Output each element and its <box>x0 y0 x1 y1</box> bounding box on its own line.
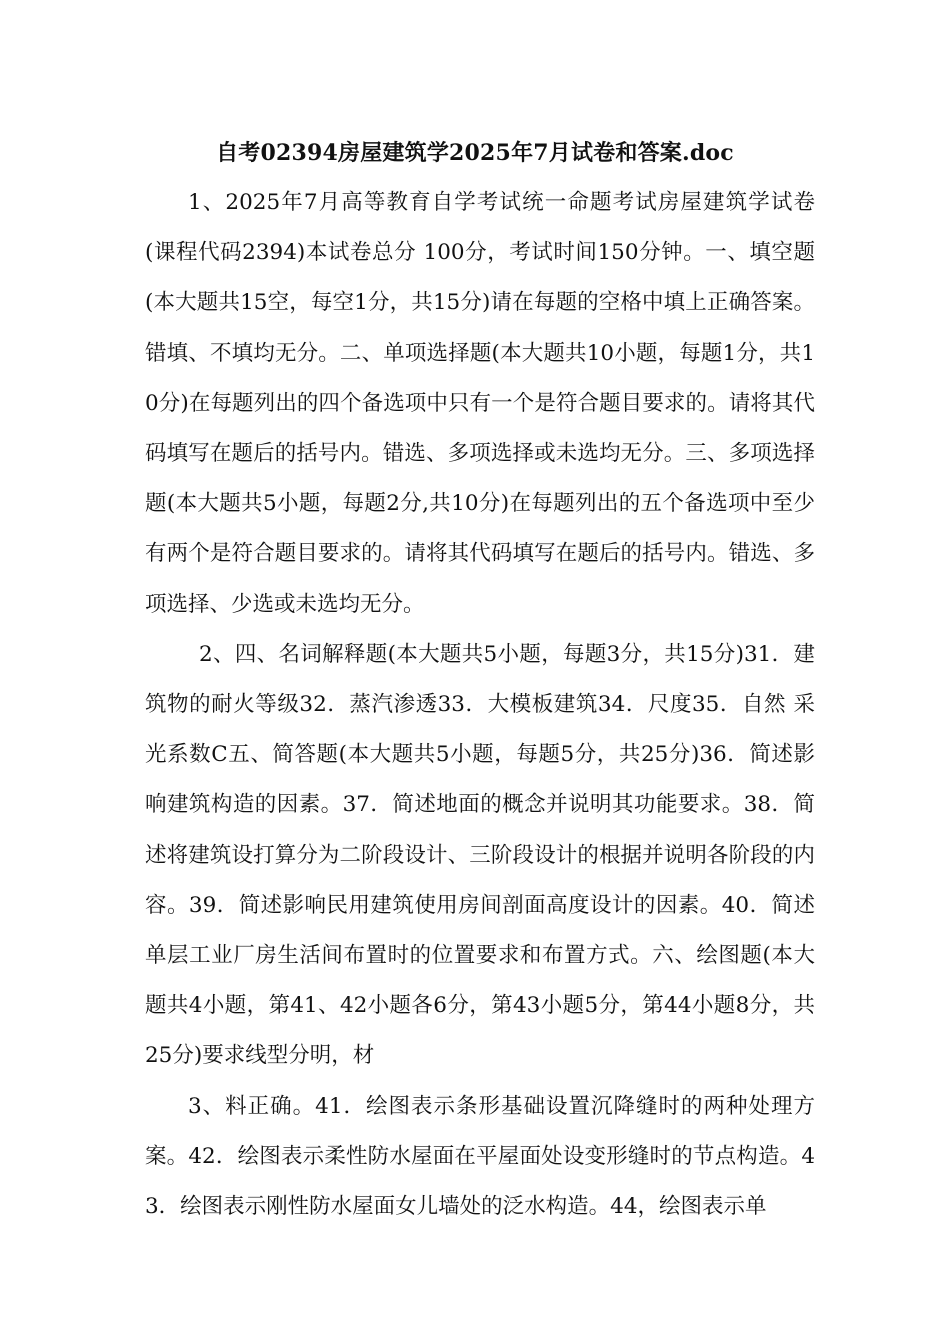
paragraph-3: 3、料正确。41．绘图表示条形基础设置沉降缝时的两种处理方案。42．绘图表示柔性防水屋面在平屋面处设变形缝时的节点构造。43．绘图表示刚性防水屋面女儿墙处的泛水构造。44，绘图表示单 <box>145 1093 815 1220</box>
paragraph-2: 2、四、名词解释题(本大题共5小题，每题3分，共15分)31．建筑物的耐火等级32．蒸汽渗透33．大模板建筑34．尺度35．自然 采光系数C五、简答题(本大题共5小题，每题5分，共25分)36．简述影响建筑构造的因素。37．简述地面的概念并说明其功能要求。38．简述将建筑设打算分为二阶段设计、三阶段设计的根据并说明各阶段的内容。39．简述影响民用建筑使用房间剖面高度设计的因素。40．简述单层工业厂房生活间布置时的位置要求和布置方式。六、绘图题(本大题共4小题，第41、42小题各6分，第43小题5分，第44小题8分，共25分)要求线型分明，材 <box>145 641 815 1069</box>
document-title: 自考02394房屋建筑学2025年7月试卷和答案.doc <box>216 140 734 166</box>
paragraph-1: 1、2025年7月高等教育自学考试统一命题考试房屋建筑学试卷(课程代码2394)本试卷总分 100分，考试时间150分钟。一、填空题(本大题共15空，每空1分，共15分)请在每题的空格中填上正确答案。错填、不填均无分。二、单项选择题(本大题共10小题，每题1分，共10分)在每题列出的四个备选项中只有一个是符合题目要求的。请将其代码填写在题后的括号内。错选、多项选择或未选均无分。三、多项选择题(本大题共5小题，每题2分,共10分)在每题列出的五个备选项中至少有两个是符合题目要求的。请将其代码填写在题后的括号内。错选、多项选择、少选或未选均无分。 <box>145 190 815 617</box>
document-body <box>145 178 815 1232</box>
